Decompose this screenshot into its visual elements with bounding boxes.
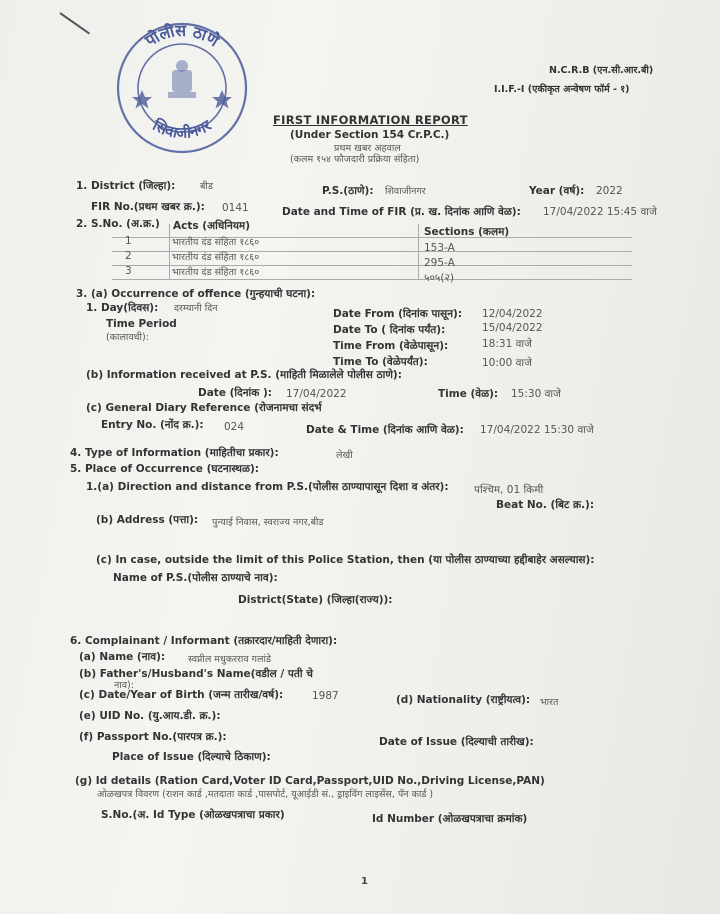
nationality-value: भारत [540, 697, 559, 708]
id-number-label: Id Number (ओळखपत्राचा क्रमांक) [372, 813, 528, 825]
fir-datetime-value: 17/04/2022 15:45 वाजे [543, 206, 657, 218]
info-type-value: लेखी [336, 450, 353, 461]
sections-label: Sections (कलम) [424, 226, 510, 238]
direction-value: पश्चिम, 01 किमी [474, 484, 544, 496]
act-row-sno: 2 [125, 250, 132, 262]
iif-label: I.I.F.-I (एकीकृत अन्वेषण फॉर्म - १) [494, 84, 630, 95]
fir-datetime-label: Date and Time of FIR (प्र. ख. दिनांक आणि वेळ): [282, 206, 521, 218]
act-row-sno: 1 [125, 235, 132, 247]
entry-no-value: 024 [224, 421, 245, 433]
district-label: 1. District (जिल्हा): [76, 180, 176, 192]
table-divider [418, 224, 419, 280]
act-row-act: भारतीय दंड संहिता १८६० [172, 252, 260, 263]
ps-name-label: Name of P.S.(पोलीस ठाण्याचे नाव): [113, 572, 278, 584]
direction-label: 1.(a) Direction and distance from P.S.(पोलीस ठाण्यापासून दिशा व अंतर): [86, 481, 449, 493]
occurrence-heading: 3. (a) Occurrence of offence (गुन्हयाची घटना): [76, 288, 316, 300]
table-divider [169, 224, 170, 280]
act-row-section: ५०५(२) [424, 272, 455, 284]
address-label: (b) Address (पत्ता): [96, 514, 199, 526]
date-from-value: 12/04/2022 [482, 308, 543, 320]
issue-place-label: Place of Issue (दिल्याचे ठिकाण): [112, 751, 271, 763]
name-value: स्वप्नील मधुकरराव गलांडे [188, 654, 271, 665]
act-row-section: 153-A [424, 242, 455, 254]
district-state-label: District(State) (जिल्हा(राज्य)): [238, 594, 393, 606]
report-title: FIRST INFORMATION REPORT [273, 113, 468, 127]
pen-mark [59, 12, 90, 34]
act-row-sno: 3 [125, 265, 132, 277]
svg-text:सिवाजीनगर: सिवाजीनगर [149, 116, 215, 142]
father-name-label: (b) Father's/Husband's Name(वडील / पती चे [79, 668, 313, 680]
id-sno-type-label: S.No.(अ. Id Type (ओळखपत्राचा प्रकार) [101, 809, 285, 821]
report-subtitle: (Under Section 154 Cr.P.C.) [290, 129, 450, 141]
passport-label: (f) Passport No.(पारपत्र क्र.): [79, 731, 227, 743]
act-row-act: भारतीय दंड संहिता १८६० [172, 267, 260, 278]
day-label: 1. Day(दिवस): [86, 302, 159, 314]
gd-datetime-value: 17/04/2022 15:30 वाजे [480, 424, 594, 436]
ps-label: P.S.(ठाणे): [322, 185, 374, 197]
info-date-label: Date (दिनांक ): [198, 387, 272, 399]
day-value: दरम्यानी दिन [174, 303, 218, 314]
gd-reference-label: (c) General Diary Reference (रोजनामचा संदर्भ [86, 402, 322, 414]
uid-label: (e) UID No. (यु.आय.डी. क्र.): [79, 710, 221, 722]
svg-text:पोलीस ठाणे: पोलीस ठाणे [141, 20, 223, 51]
father-name-label-cont: नाव): [114, 680, 134, 691]
date-to-value: 15/04/2022 [482, 322, 543, 334]
complainant-heading: 6. Complainant / Informant (तक्रारदार/माहिती देणारा): [70, 635, 338, 647]
place-heading: 5. Place of Occurrence (घटनास्थळ): [70, 463, 259, 475]
time-period-label: Time Period [106, 318, 177, 330]
info-time-value: 15:30 वाजे [511, 388, 561, 400]
info-received-label: (b) Information received at P.S. (माहिती मिळालेले पोलीस ठाणे): [86, 369, 402, 381]
fir-no-value: 0141 [222, 202, 249, 214]
report-subtitle-marathi: (कलम १५४ फौजदारी प्रक्रिया संहिता) [290, 154, 420, 165]
date-to-label: Date To ( दिनांक पर्यंत): [333, 324, 446, 336]
dob-label: (c) Date/Year of Birth (जन्म तारीख/वर्ष): [79, 689, 284, 701]
address-value: पुन्याई निवास, स्वराज्य नगर,बीड [212, 517, 324, 528]
id-details-marathi: ओळखपत्र विवरण (राशन कार्ड ,मतदाता कार्ड ,पासपोर्ट, यूआईडी सं., ड्राइविंग लाइसेंस, पॅन कार्ड ) [97, 789, 434, 800]
time-from-value: 18:31 वाजे [482, 338, 532, 350]
acts-sno-label: 2. S.No. (अ.क्र.) [76, 218, 160, 230]
gd-datetime-label: Date & Time (दिनांक आणि वेळ): [306, 424, 464, 436]
ncrb-label: N.C.R.B (एन.सी.आर.बी) [549, 65, 654, 76]
name-label: (a) Name (नाव): [79, 651, 166, 663]
time-from-label: Time From (वेळेपासून): [333, 340, 449, 352]
ps-value: शिवाजीनगर [385, 186, 426, 197]
beat-no-label: Beat No. (बिट क्र.): [496, 499, 595, 511]
year-value: 2022 [596, 185, 623, 197]
date-from-label: Date From (दिनांक पासून): [333, 308, 463, 320]
id-details-heading: (g) Id details (Ration Card,Voter ID Card,Passport,UID No.,Driving License,PAN) [75, 775, 545, 787]
entry-no-label: Entry No. (नोंद क्र.): [101, 419, 204, 431]
outside-limit-label: (c) In case, outside the limit of this Police Station, then (या पोलीस ठाण्याच्या हद्दीबाहेर असल्यास): [96, 554, 595, 566]
year-label: Year (वर्ष): [529, 185, 585, 197]
info-type-label: 4. Type of Information (माहितीचा प्रकार): [70, 447, 279, 459]
fir-no-label: FIR No.(प्रथम खबर क्र.): [91, 201, 205, 213]
police-stamp [112, 18, 252, 158]
time-to-value: 10:00 वाजे [482, 357, 532, 369]
nationality-label: (d) Nationality (राष्ट्रीयत्व): [396, 694, 531, 706]
issue-date-label: Date of Issue (दिल्याची तारीख): [379, 736, 534, 748]
act-row-act: भारतीय दंड संहिता १८६० [172, 237, 260, 248]
info-date-value: 17/04/2022 [286, 388, 347, 400]
page-number: 1 [361, 876, 368, 887]
time-to-label: Time To (वेळेपर्यंत): [333, 356, 428, 368]
time-period-label-marathi: (कालावधी): [106, 332, 149, 343]
report-title-marathi: प्रथम खबर अहवाल [334, 143, 401, 154]
district-value: बीड [200, 181, 213, 192]
dob-value: 1987 [312, 690, 339, 702]
act-row-section: 295-A [424, 257, 455, 269]
info-time-label: Time (वेळ): [438, 388, 499, 400]
acts-label: Acts (अधिनियम) [173, 220, 250, 232]
